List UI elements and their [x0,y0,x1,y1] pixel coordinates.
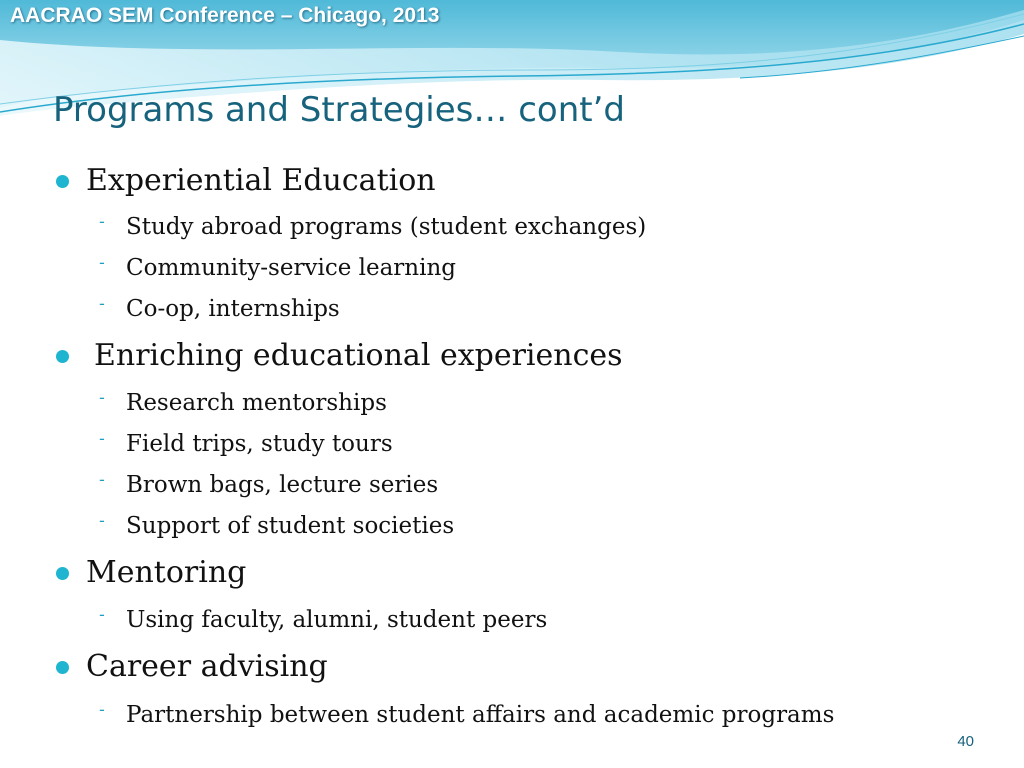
bullet-experiential-education [86,163,436,198]
bullet-label: Career advising [86,649,328,684]
dash-icon: - [99,294,105,313]
bullet-dot-icon [56,567,69,580]
sub-item-label: Using faculty, alumni, student peers [126,607,548,633]
sub-item [99,470,439,498]
dash-icon: - [99,212,105,231]
dash-icon: - [99,429,105,448]
sub-item-label: Partnership between student affairs and academic programs [126,702,835,728]
sub-item-label: Field trips, study tours [126,431,393,457]
sub-item [99,388,387,416]
dash-icon: - [99,700,105,719]
sub-item [99,253,456,281]
sub-item [99,700,835,728]
slide-title: Programs and Strategies… cont’d [53,90,625,130]
sub-item-label: Community-service learning [126,255,456,281]
sub-item-label: Research mentorships [126,390,387,416]
bullet-dot-icon [56,661,69,674]
sub-item [99,294,340,322]
conference-label: AACRAO SEM Conference – Chicago, 2013 [10,4,440,27]
dash-icon: - [99,511,105,530]
sub-item-label: Co-op, internships [126,296,340,322]
sub-item [99,212,647,240]
bullet-label: Mentoring [86,555,247,590]
sub-item [99,605,548,633]
bullet-career-advising [86,649,328,684]
bullet-label: Enriching educational experiences [94,338,623,373]
dash-icon: - [99,470,105,489]
page-number: 40 [957,733,974,750]
dash-icon: - [99,388,105,407]
bullet-mentoring [86,555,246,590]
sub-item-label: Study abroad programs (student exchanges) [126,214,647,240]
bullet-dot-icon [56,350,69,363]
bullet-label: Experiential Education [86,163,436,198]
sub-item [99,511,455,539]
sub-item-label: Brown bags, lecture series [126,472,439,498]
bullet-dot-icon [56,175,69,188]
dash-icon: - [99,253,105,272]
sub-item [99,429,393,457]
bullet-enriching-educational-experiences [94,338,623,373]
sub-item-label: Support of student societies [126,513,455,539]
dash-icon: - [99,605,105,624]
